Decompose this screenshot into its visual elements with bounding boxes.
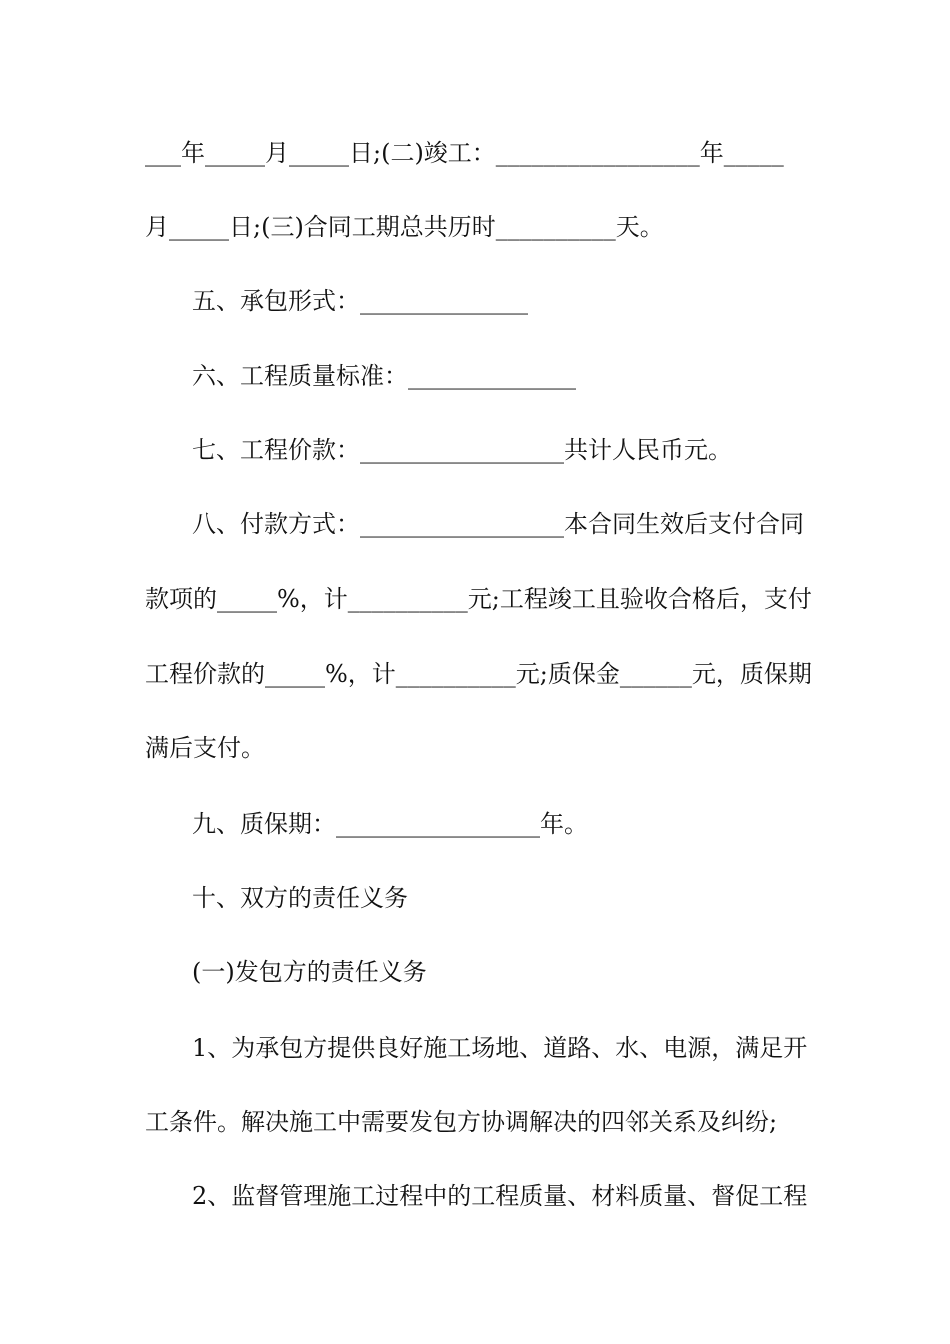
text-line-quality-standard: 六、工程质量标准：______________ bbox=[192, 362, 576, 390]
text-line-payment-method: 八、付款方式：_________________本合同生效后支付合同 bbox=[192, 510, 804, 538]
text-line-completion-date: ___年_____月_____日;(二)竣工：_________________年_____ bbox=[145, 139, 784, 167]
subsection-heading-employer: (一)发包方的责任义务 bbox=[192, 958, 427, 986]
text-line-contract-form: 五、承包形式：______________ bbox=[192, 287, 528, 315]
section-heading-responsibilities: 十、双方的责任义务 bbox=[192, 884, 408, 912]
text-line-item-1-cont: 工条件。解决施工中需要发包方协调解决的四邻关系及纠纷; bbox=[145, 1108, 778, 1136]
text-line-payment-terms-2: 工程价款的_____%，计__________元;质保金______元，质保期 bbox=[145, 660, 812, 688]
text-line-warranty-period: 九、质保期：_________________年。 bbox=[192, 810, 588, 838]
text-line-contract-period: 月_____日;(三)合同工期总共历时__________天。 bbox=[145, 213, 664, 241]
text-line-project-price: 七、工程价款：_________________共计人民币元。 bbox=[192, 436, 732, 464]
text-line-item-1: 1、为承包方提供良好施工场地、道路、水、电源，满足开 bbox=[192, 1034, 808, 1062]
text-line-payment-terms-1: 款项的_____%，计__________元;工程竣工且验收合格后，支付 bbox=[145, 585, 812, 613]
text-line-payment-terms-3: 满后支付。 bbox=[145, 734, 265, 762]
text-line-item-2: 2、监督管理施工过程中的工程质量、材料质量、督促工程 bbox=[192, 1182, 808, 1210]
